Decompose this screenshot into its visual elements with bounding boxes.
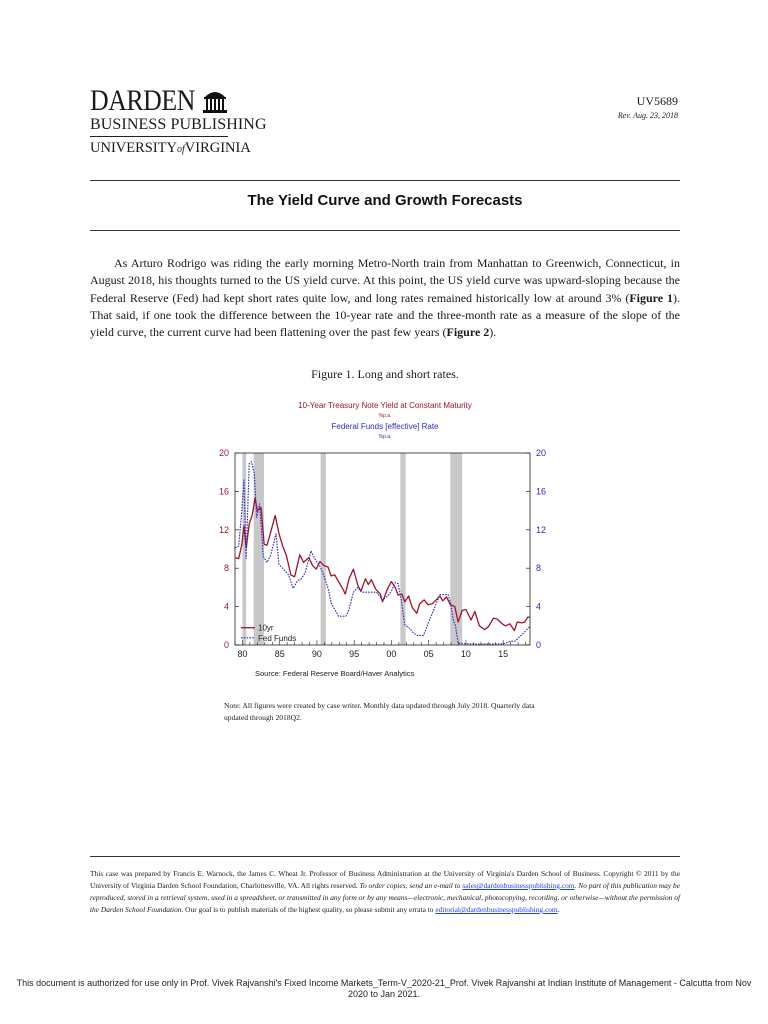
legend-10yr-label: 10yr <box>258 623 274 633</box>
yield-chart <box>195 395 575 690</box>
x-tick-label: 90 <box>311 649 322 659</box>
logo-divider <box>90 136 228 137</box>
chart-subtitle-unit: %p.a. <box>378 434 392 440</box>
logo-university-of-virginia <box>90 139 251 159</box>
body-text: ). <box>489 325 497 340</box>
recession-bar <box>321 453 326 645</box>
y-tick-label-left: 12 <box>218 524 229 535</box>
sales-email-link[interactable]: sales@dardenbusinesspublishing.com <box>462 881 575 890</box>
figure-2-reference: Figure 2 <box>446 325 490 340</box>
chart-source: Source: Federal Reserve Board/Haver Analytics <box>255 669 415 678</box>
x-tick-label: 85 <box>274 649 285 659</box>
x-tick-label: 00 <box>386 649 397 659</box>
x-tick-label: 80 <box>237 649 248 659</box>
logo-darden-text: DARDEN <box>90 84 195 117</box>
chart-title-unit: %p.a. <box>378 413 392 419</box>
chart-title: 10-Year Treasury Note Yield at Constant Maturity <box>298 401 472 410</box>
x-tick-label: 15 <box>498 649 509 659</box>
y-tick-label-right: 8 <box>536 563 542 574</box>
footer-rule <box>90 856 680 857</box>
editorial-email-link[interactable]: editorial@dardenbusinesspublishing.com <box>435 905 558 914</box>
y-tick-label-left: 4 <box>223 601 229 612</box>
x-tick-label: 95 <box>349 649 360 659</box>
y-tick-label-left: 0 <box>223 640 229 650</box>
logo-virginia-text: VIRGINIA <box>184 140 251 156</box>
title-rule-top <box>90 180 680 181</box>
darden-logo <box>90 84 267 156</box>
footer-text: Our goal is to publish materials of the highest quality, so please submit any errata to <box>183 905 436 914</box>
body-paragraph <box>90 255 680 341</box>
figure-1-reference: Figure 1 <box>629 290 673 305</box>
x-tick-label: 10 <box>460 649 471 659</box>
y-tick-label-left: 20 <box>218 448 229 458</box>
rotunda-icon <box>201 86 229 114</box>
body-text: As Arturo Rodrigo was riding the early morning Metro-North train from Manhattan to Greenwich, Connecticut, in August 2018, his thoughts turned to the US yield curve. At this point, the US yield curve was upward-sloping because the Federal Reserve (Fed) had kept short rates quite low, and long rates remained historically low at around 3% ( <box>90 256 680 305</box>
y-tick-label-left: 8 <box>223 563 229 574</box>
chart-subtitle: Federal Funds [effective] Rate <box>331 422 439 431</box>
footer-text: This case was prepared by Francis E. Warnock, the James C. Wheat Jr. Professor of Business Administration at the University of Virginia's Darden School of Business. Copyright © 2011 by the University of Virginia Darden School Foundation, Charlottesville, VA. All rights reserved. <box>90 869 680 890</box>
authorization-notice: This document is authorized for use only in Prof. Vivek Rajvanshi's Fixed Income Markets_Term-V_2020-21_Prof. Vivek Rajvanshi at Indian Institute of Management - Calcutta from Nov 2020 to Jan 2021. <box>16 978 752 999</box>
y-tick-label-left: 16 <box>218 486 229 497</box>
footer-text: . <box>557 905 560 914</box>
page-title: The Yield Curve and Growth Forecasts <box>247 192 523 209</box>
figure-note: Note: All figures were created by case writer. Monthly data updated through July 2018. Quarterly data updated through 2018Q2. <box>224 701 535 722</box>
y-tick-label-right: 4 <box>536 601 542 612</box>
y-tick-label-right: 16 <box>536 486 547 497</box>
recession-bar <box>400 453 405 645</box>
y-tick-label-right: 12 <box>536 524 547 535</box>
fed-funds-series-line <box>235 462 530 644</box>
figure-caption: Figure 1. Long and short rates. <box>311 367 459 381</box>
y-tick-label-right: 0 <box>536 640 542 650</box>
logo-of-text: of <box>177 144 185 155</box>
logo-university-text: UNIVERSITY <box>90 140 177 156</box>
title-rule-bottom <box>90 230 680 231</box>
y-tick-label-right: 20 <box>536 448 547 458</box>
logo-business-publishing: BUSINESS PUBLISHING <box>90 116 267 133</box>
footer-text-italic: To order copies, send an e-mail to <box>359 881 463 890</box>
copyright-footer <box>90 868 680 916</box>
case-code: UV5689 <box>636 94 678 108</box>
body-text: ). That said, if one took the difference between the 10-year rate and the three-month rate as a measure of the slope of the yield curve, the current curve had been flattening over the past few years ( <box>90 290 680 340</box>
legend-fedfunds-label: Fed Funds <box>258 633 297 643</box>
plot-frame <box>235 453 530 645</box>
footer-text-italic: . No part of this publication may be reproduced, stored in a retrieval system, used in a spreadsheet, or transmitted in any form or by any means—electronic, mechanical, photocopying, recording, or otherwise—without the permission of the Darden School Foundation. <box>90 881 680 914</box>
x-tick-label: 05 <box>423 649 434 659</box>
revision-date: Rev. Aug. 23, 2018 <box>617 111 678 120</box>
